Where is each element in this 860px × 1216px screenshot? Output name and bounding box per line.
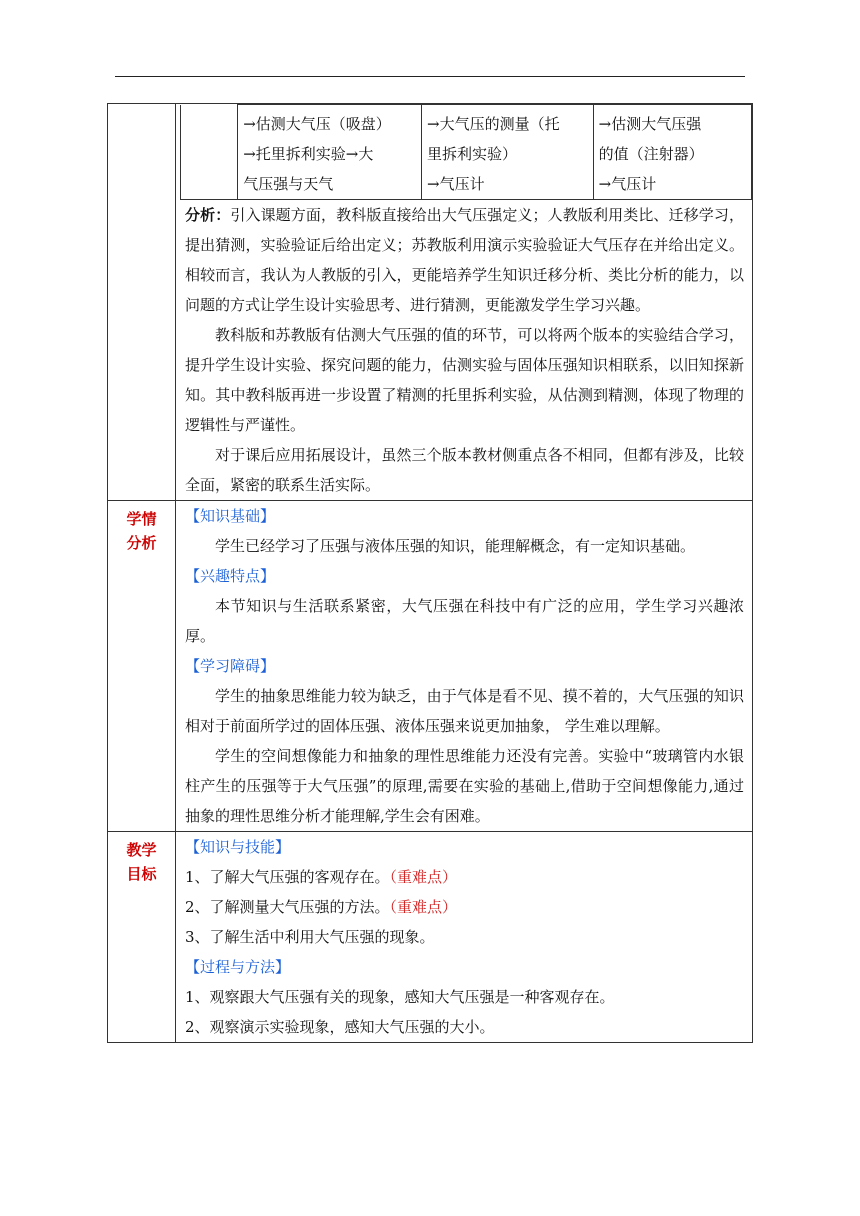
version2-line2: 里拆利实验） [427,145,518,163]
knowledge-skills-heading: 【知识与技能】 [185,838,291,856]
analysis-paragraph-3: 对于课后应用拓展设计，虽然三个版本教材侧重点各不相同，但都有涉及，比较全面，紧密的联系生活实际。 [185,446,744,494]
version3-line2: 的值（注射器） [598,145,704,163]
version3-line3: →气压计 [598,175,657,193]
student-analysis-label-line1: 学情 [126,510,157,528]
analysis-paragraph-1 [185,200,744,320]
obstacle-heading: 【学习障碍】 [185,657,276,675]
version-cell-2 [422,105,594,200]
goal-2-key-tag: （重难点） [389,898,458,916]
student-analysis-row [108,501,753,832]
student-analysis-label [108,501,175,555]
version1-line1: →估测大气压（吸盘） [243,115,391,133]
analysis-label: 分析： [185,206,231,224]
goal-1-text: 1、了解大气压强的客观存在。 [185,868,390,886]
student-analysis-label-cell [108,501,176,832]
version-cell-1 [238,105,422,200]
goal-3: 3、了解生活中利用大气压强的现象。 [185,928,435,946]
knowledge-base-text: 学生已经学习了压强与液体压强的知识，能理解概念，有一定知识基础。 [215,537,696,555]
comparison-content [176,104,753,501]
teaching-goals-label-cell [108,832,176,1043]
goal-2-text: 2、了解测量大气压强的方法。 [185,898,390,916]
student-analysis-content [176,501,753,832]
goal-5: 2、观察演示实验现象，感知大气压强的大小。 [185,1018,495,1036]
process-method-heading: 【过程与方法】 [185,958,291,976]
teaching-goals-label [108,832,175,886]
student-analysis-label-line2: 分析 [126,534,157,552]
obstacle-text-2: 学生的空间想像能力和抽象的理性思维能力还没有完善。实验中“玻璃管内水银柱产生的压强等于大气压强”的原理,需要在实验的基础上,借助于空间想像能力,通过抽象的理性思维分析才能理解,学生会有困难。 [185,747,744,825]
goal-1 [185,862,744,892]
teaching-goals-content [176,832,753,1043]
version3-line1: →估测大气压强 [598,115,702,133]
comparison-row [108,104,753,501]
goal-2 [185,892,744,922]
knowledge-base-heading: 【知识基础】 [185,507,276,525]
version2-line1: →大气压的测量（托 [427,115,560,133]
teaching-goals-label-line1: 教学 [126,841,157,859]
header-rule [115,76,745,77]
lesson-plan-table [107,103,753,1043]
empty-label-cell [108,104,176,501]
analysis-paragraph-2: 教科版和苏教版有估测大气压强的值的环节，可以将两个版本的实验结合学习，提升学生设计实验、探究问题的能力，估测实验与固体压强知识相联系，以旧知探新知。其中教科版再进一步设置了精测的托里拆利实验，从估测到精测，体现了物理的逻辑性与严谨性。 [185,326,744,434]
version2-line3: →气压计 [427,175,485,193]
goal-4: 1、观察跟大气压强有关的现象，感知大气压强是一种客观存在。 [185,988,615,1006]
interest-text: 本节知识与生活联系紧密，大气压强在科技中有广泛的应用，学生学习兴趣浓厚。 [185,597,744,645]
goal-1-key-tag: （重难点） [389,868,458,886]
version1-line2: →托里拆利实验→大 [243,145,374,163]
version1-line3: 气压强与天气 [243,175,334,193]
version-cell-3 [593,105,751,200]
analysis-text-1: 引入课题方面，教科版直接给出大气压强定义；人教版利用类比、迁移学习，提出猜测，实验验证后给出定义；苏教版利用演示实验验证大气压存在并给出定义。相较而言，我认为人教版的引入，更能培养学生知识迁移分析、类比分析的能力，以问题的方式让学生设计实验思考、进行猜测，更能激发学生学习兴趣。 [185,206,744,314]
interest-heading: 【兴趣特点】 [185,567,276,585]
inner-blank-cell [181,105,238,200]
teaching-goals-row [108,832,753,1043]
obstacle-text-1: 学生的抽象思维能力较为缺乏，由于气体是看不见、摸不着的，大气压强的知识相对于前面所学过的固体压强、液体压强来说更加抽象， 学生难以理解。 [185,687,744,735]
teaching-goals-label-line2: 目标 [126,865,157,883]
version-comparison-table [180,104,752,200]
